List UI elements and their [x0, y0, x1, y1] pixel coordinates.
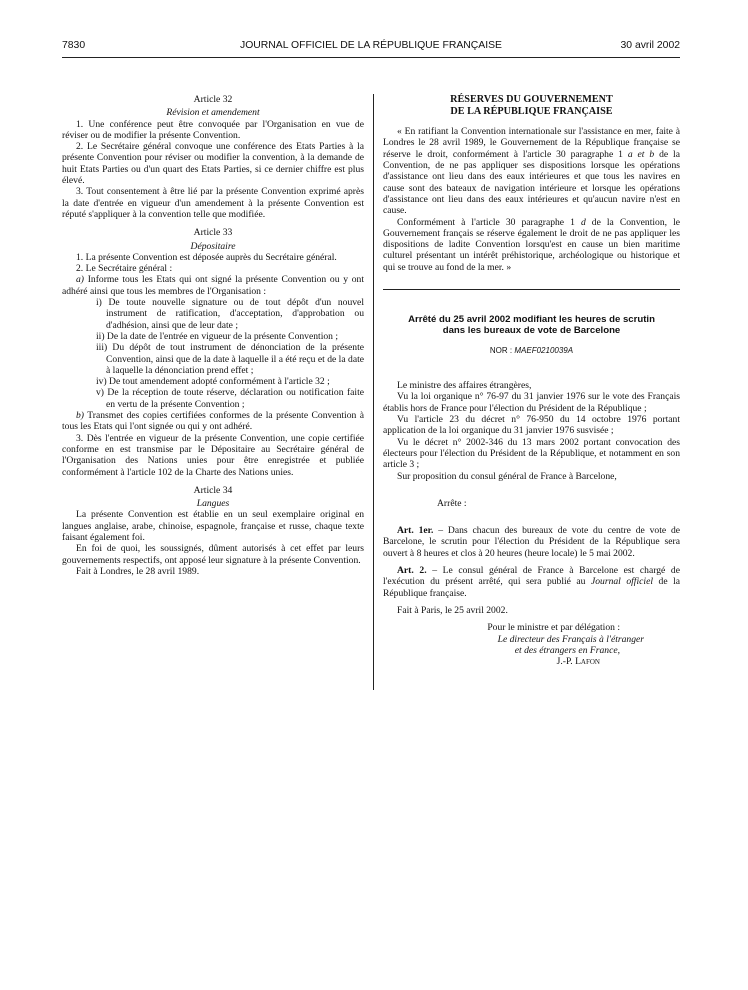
article-34-subtitle: Langues: [196, 498, 230, 510]
article-1-text: – Dans chacun des bureaux de vote du centre de vote de Barcelone, le scrutin pour l'élection du Président de la République sera ouvert à 8 heures et clos à 20 heures (heure locale) le 5 mai 2002.: [383, 525, 681, 559]
article-2-text-end: de la République française.: [383, 576, 680, 599]
item-b-letter: b): [76, 410, 84, 422]
article-2: [383, 565, 680, 599]
article-34-para-1: La présente Convention est établie en un seul exemplaire original en langues anglaise, arabe, chinoise, espagnole, française et russe, chaque texte faisant également foi.: [62, 509, 364, 543]
vu-3: Vu le décret n° 2002-346 du 13 mars 2002 portant convocation des électeurs pour l'élection du Président de la République, et notamment en son article 3 ;: [383, 436, 680, 471]
article-32-subtitle: Révision et amendement: [166, 107, 260, 119]
section-separator: [383, 289, 680, 290]
item-b-text: Transmet des copies certifiées conformes de la présente Convention à tous les Etats qui l'ont signée ou qui y ont adhéré.: [62, 410, 364, 433]
article-2-label: Art. 2.: [397, 565, 427, 577]
journal-title: JOURNAL OFFICIEL DE LA RÉPUBLIQUE FRANÇAISE: [240, 40, 502, 51]
nor-reference: [383, 345, 680, 356]
paragraph-letter-d: d: [580, 216, 586, 228]
article-33-item-i: i) De toute nouvelle signature ou de tout dépôt d'un nouvel instrument de ratification, d'acceptation, d'approbation ou d'adhésion, ainsi que de leur date ;: [96, 297, 364, 331]
vu-2: Vu l'article 23 du décret n° 76-950 du 14 octobre 1976 portant application de la loi organique du 31 janvier 1976 susvisée ;: [383, 414, 680, 437]
article-32-title: Article 32: [193, 94, 233, 105]
article-33-para-2: 2. Le Secrétaire général :: [76, 263, 173, 275]
article-33-item-v: v) De la réception de toute réserve, déclaration ou notification faite en vertu de la présente Convention ;: [96, 387, 364, 410]
signature-line-3: et des étrangers en France,: [514, 644, 620, 656]
article-33-para-3: 3. Dès l'entrée en vigueur de la présente Convention, une copie certifiée conforme en est transmise par le Dépositaire au Secrétaire général de l'Organisation des Nations unies pour être enregistrée et publiée conformément à l'article 102 de la Charte des Nations unies.: [62, 432, 364, 478]
arrete-heading: [383, 314, 680, 337]
article-1: [383, 525, 680, 559]
publication-date: 30 avril 2002: [620, 40, 680, 51]
reserves-heading-line-2: DE LA RÉPUBLIQUE FRANÇAISE: [450, 105, 613, 117]
proposition-line: Sur proposition du consul général de France à Barcelone,: [397, 470, 617, 482]
article-33-item-iii: iii) Du dépôt de tout instrument de dénonciation de la présente Convention, ainsi que de la date à laquelle il a été reçu et de la date à laquelle la dénonciation prend effet ;: [96, 342, 364, 376]
page-header: [62, 40, 680, 56]
reserves-para-1-end: de la Convention, de ne pas appliquer ses dispositions lorsque les opérations d'assistance ont lieu dans des eaux intérieures et que tous les navires en cause sont des bateaux de navigation intérieure et lorsque les opérations d'assistance ont lieu dans des eaux intérieures et qu'aucun navire n'est en cause.: [383, 148, 680, 217]
paragraph-letter-b: b: [649, 148, 655, 160]
article-33-title: Article 33: [193, 227, 233, 239]
reserves-heading: [383, 94, 680, 117]
conjunction-et: et: [637, 148, 645, 160]
article-33-item-a: [62, 274, 364, 297]
article-33-item-b: [62, 410, 364, 433]
column-divider: [373, 94, 374, 690]
journal-officiel-italic: Journal officiel: [591, 576, 653, 588]
vu-1: Vu la loi organique n° 76-97 du 31 janvier 1976 sur le vote des Français établis hors de France pour l'élection du Président de la République ;: [383, 391, 680, 414]
reserves-heading-line-1: RÉSERVES DU GOUVERNEMENT: [450, 94, 613, 105]
reserves-para-1: [383, 126, 680, 216]
article-33-item-iv: iv) De tout amendement adopté conformément à l'article 32 ;: [96, 376, 330, 388]
page-number: 7830: [62, 40, 86, 51]
article-1-label: Art. 1er.: [397, 525, 434, 537]
left-column: [62, 94, 364, 577]
nor-label: NOR :: [489, 345, 513, 355]
article-34-title: Article 34: [193, 484, 233, 496]
signature-line-2: Le directeur des Français à l'étranger: [497, 633, 644, 645]
header-rule: [62, 57, 680, 58]
article-34-para-3: Fait à Londres, le 28 avril 1989.: [76, 565, 200, 577]
article-32-para-2: 2. Le Secrétaire général convoque une conférence des Etats Parties à la présente Convention pour réviser ou modifier la convention, à la demande de huit Etats Parties ou d'un quart des Etats Parties, si ce dernier chiffre est plus élevé.: [62, 141, 364, 187]
signatory-name: J.-P. Lafon: [556, 656, 600, 668]
minister-line: Le ministre des affaires étrangères,: [397, 380, 532, 392]
signature-line-1: Pour le ministre et par délégation :: [487, 622, 620, 634]
item-a-letter: a): [76, 274, 84, 286]
item-a-text: Informe tous les Etats qui ont signé la présente Convention ou y ont adhéré ainsi que tous les membres de l'Organisation :: [62, 274, 364, 297]
article-2-text-start: – Le consul général de France à Barcelone est chargé de l'exécution du présent arrêté, qui sera publié au: [383, 565, 680, 588]
paragraph-letter-a: a: [627, 148, 633, 160]
right-column: [383, 94, 680, 667]
reserves-para-1-start: « En ratifiant la Convention internationale sur l'assistance en mer, faite à Londres le 28 avril 1989, le Gouvernement de la République française se réserve le droit, conformément à l'article 30 paragraphe 1: [383, 126, 680, 160]
reserves-para-2-start: Conformément à l'article 30 paragraphe 1: [397, 216, 575, 228]
article-32-para-1: 1. Une conférence peut être convoquée par l'Organisation en vue de réviser ou de modifier la présente Convention.: [62, 118, 364, 141]
arrete-heading-line-2: dans les bureaux de vote de Barcelone: [442, 325, 621, 337]
article-32-para-3: 3. Tout consentement à être lié par la présente Convention exprimé après la date d'entrée en vigueur d'un amendement à la présente Convention est réputé s'appliquer à la convention telle que modifiée.: [62, 186, 364, 220]
arrete-heading-line-1: Arrêté du 25 avril 2002 modifiant les heures de scrutin: [408, 314, 655, 326]
article-33-subtitle: Dépositaire: [190, 240, 236, 252]
arrete-line: Arrête :: [437, 497, 467, 509]
nor-code: MAEF0210039A: [514, 345, 574, 355]
article-33-para-1: 1. La présente Convention est déposée auprès du Secrétaire général.: [76, 251, 337, 263]
reserves-para-2-end: de la Convention, le Gouvernement français se réserve également le droit de ne pas appliquer les dispositions de ladite Convention lorsqu'est en cause un bien maritime culturel présentant un intérêt préhistorique, archéologique ou historique et qui se trouve au fond de la mer. »: [383, 216, 680, 273]
reserves-para-2: [383, 217, 680, 273]
article-34-para-2: En foi de quoi, les soussignés, dûment autorisés à cet effet par leurs gouvernements respectifs, ont apposé leur signature à la présente Convention.: [62, 543, 364, 566]
fait-line: Fait à Paris, le 25 avril 2002.: [397, 604, 508, 616]
article-33-item-ii: ii) De la date de l'entrée en vigueur de la présente Convention ;: [96, 330, 339, 342]
